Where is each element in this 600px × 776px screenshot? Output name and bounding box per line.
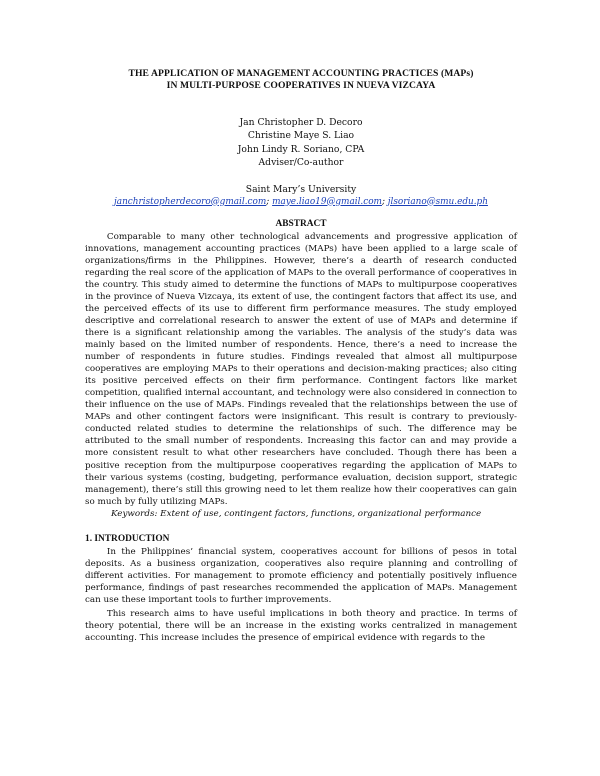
email-separator: ; — [381, 196, 388, 207]
title-line-1: THE APPLICATION OF MANAGEMENT ACCOUNTING PRACTICES (MAPs) — [128, 68, 474, 79]
abstract-heading: ABSTRACT — [275, 218, 327, 229]
email-list — [85, 196, 517, 209]
email-separator: ; — [266, 196, 273, 207]
affiliation: Saint Mary’s University — [245, 183, 357, 195]
author-role: Adviser/Co-author — [258, 157, 344, 169]
paper-title — [85, 68, 517, 92]
author-list — [85, 116, 517, 170]
intro-paragraph: This research aims to have useful implications in both theory and practice. In terms of theory potential, there will be an increase in the existing works centralized in management accounting. This increase includes the presence of empirical evidence with regards to the — [85, 608, 517, 644]
author-name: Jan Christopher D. Decoro — [239, 117, 363, 128]
keywords: Keywords: Extent of use, contingent factors, functions, organizational performance — [111, 508, 482, 519]
email-link[interactable]: janchristopherdecoro@gmail.com — [114, 196, 267, 207]
abstract-body: Comparable to many other technological advancements and progressive application of innovations, management accounting practices (MAPs) have been applied to a large scale of organizations/firms in the Philippines. However, there’s a dearth of research conducted regarding the real score of the application of MAPs to the overall performance of cooperatives in the country. This study aimed to determine the functions of MAPs to multipurpose cooperatives in the province of Nueva Vizcaya, its extent of use, the contingent factors that affect its use, and the perceived effects of its use to different firm performance measures. The study employed descriptive and correlational research to answer the extent of use of MAPs and determine if there is a significant relationship among the variables. The analysis of the study’s data was mainly based on the limited number of respondents. Hence, there’s a need to increase the number of respondents in future studies. Findings revealed that almost all multipurpose cooperatives are employing MAPs to their operations and decision-making practices; also citing its positive perceived effects on their firm performance. Contingent factors like market competition, qualified internal accountant, and technology were also considered in connection to their influence on the use of MAPs. Findings revealed that the relationships between the use of MAPs and other contingent factors were insignificant. This result is contrary to previously-conducted related studies to determine the relationships of such. The difference may be attributed to the small number of respondents. Increasing this factor can and may provide a more consistent result to what other researchers have concluded. Though there has been a positive reception from the multipurpose cooperatives regarding the application of MAPs to their various systems (costing, budgeting, performance evaluation, decision support, strategic management), there’s still this growing need to let them realize how their cooperatives can gain so much by fully utilizing MAPs. — [85, 231, 517, 507]
section-heading-introduction: 1. INTRODUCTION — [85, 533, 170, 544]
title-line-2: IN MULTI-PURPOSE COOPERATIVES IN NUEVA VIZCAYA — [166, 80, 436, 91]
author-name: Christine Maye S. Liao — [247, 130, 355, 142]
email-link[interactable]: jlsoriano@smu.edu.ph — [387, 196, 488, 207]
author-name: John Lindy R. Soriano, CPA — [237, 143, 365, 155]
paper-page — [85, 68, 517, 644]
email-link[interactable]: maye.liao19@gmail.com — [272, 196, 382, 207]
intro-paragraph: In the Philippines’ financial system, cooperatives account for billions of pesos in total deposits. As a business organization, cooperatives also require planning and controlling of different activities. For management to promote efficiency and potentially positively influence performance, findings of past researches recommended the application of MAPs. Management can use these important tools to further improvements. — [85, 546, 517, 605]
